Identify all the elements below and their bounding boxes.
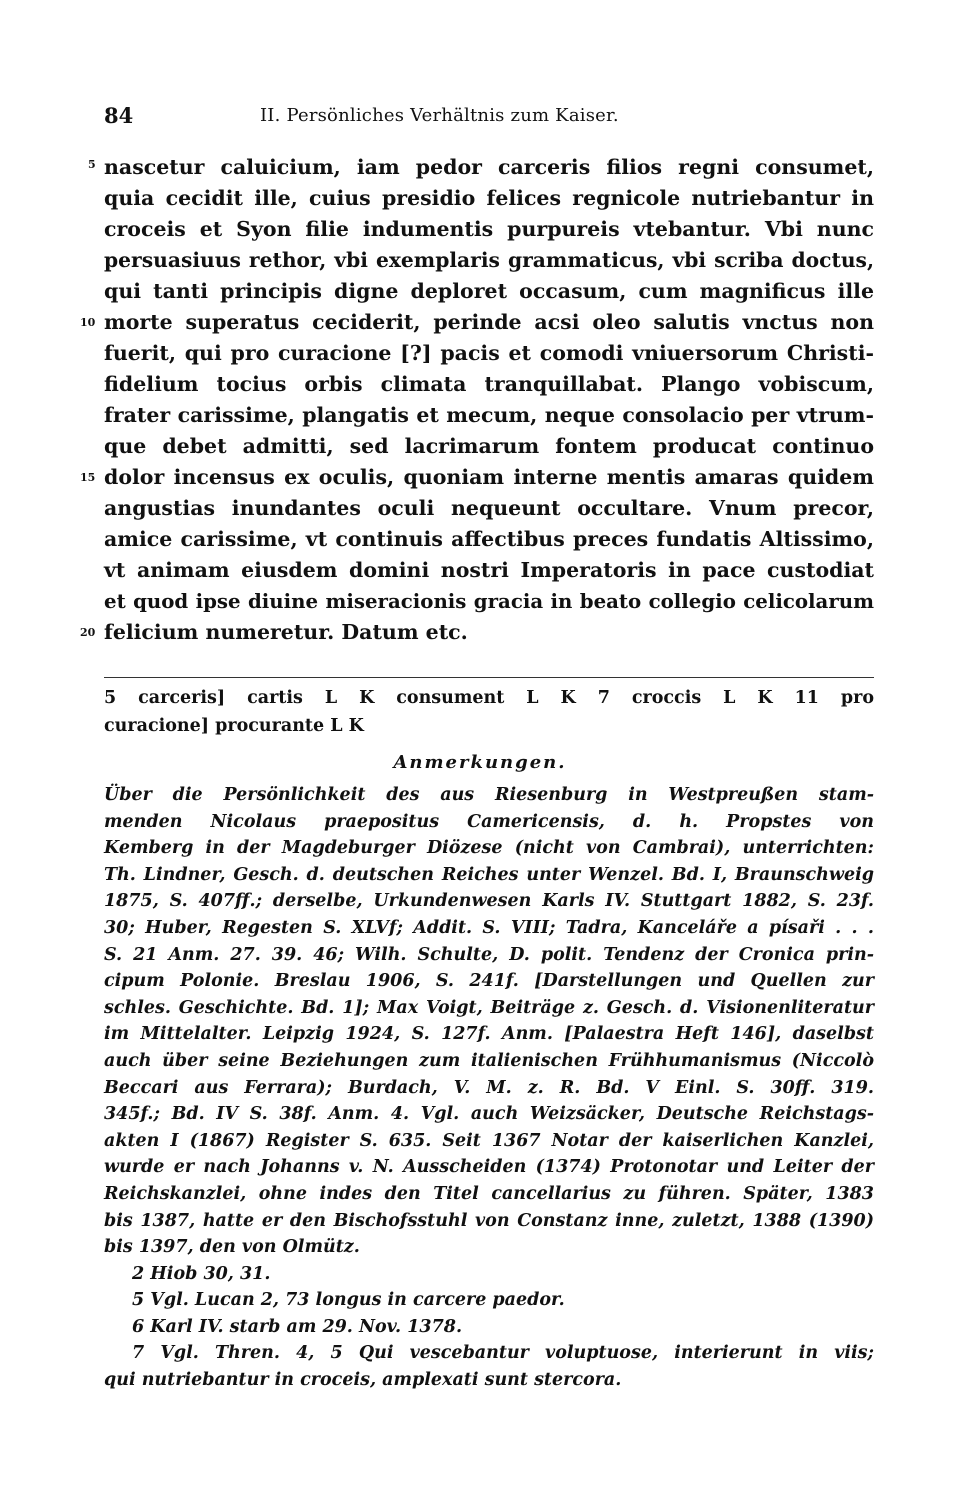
note-line: 345f.; Bd. IV S. 38f. Anm. 4. Vgl. auch Weizsäcker, Deutsche Reichstags- (104, 1104, 874, 1125)
short-note: 6 Karl IV. starb am 29. Nov. 1378. (132, 1316, 463, 1337)
note-line: Reichskanzlei, ohne indes den Titel cancellarius zu führen. Später, 1383 (104, 1183, 874, 1204)
line-number: 10 (80, 316, 96, 329)
page-number: 84 (104, 103, 134, 128)
running-head: II. Persönliches Verhältnis zum Kaiser. (260, 105, 619, 126)
note-line: bis 1387, hatte er den Bischofsstuhl von Constanz inne, zuletzt, 1388 (1390) (104, 1210, 874, 1231)
text-line (80, 617, 874, 648)
note-line: auch über seine Beziehungen zum italienischen Frühhumanismus (Niccolò (104, 1050, 874, 1071)
line-number: 20 (80, 626, 96, 639)
line-text: persuasiuus rethor, vbi exemplaris grammaticus, vbi scriba doctus, (104, 248, 874, 272)
text-line (80, 307, 874, 338)
note-line: Über die Persönlichkeit des aus Riesenburg in Westpreußen stam- (104, 785, 874, 805)
apparatus-line: 5 carceris] cartis L K consument L K 7 croccis L K 11 pro (104, 688, 874, 708)
short-note: 2 Hiob 30, 31. (132, 1263, 271, 1284)
footnote-rule (104, 677, 874, 678)
note-line: bis 1397, den von Olmütz. (104, 1237, 360, 1258)
note-line: Kemberg in der Magdeburger Diözese (nicht von Cambrai), unterrichten: (104, 838, 874, 859)
line-text: vt animam eiusdem domini nostri Imperatoris in pace custodiat (104, 558, 874, 582)
note-line: 1875, S. 407ff.; derselbe, Urkundenwesen Karls IV. Stuttgart 1882, S. 23f. (104, 891, 874, 912)
note-line: schles. Geschichte. Bd. 1]; Max Voigt, Beiträge z. Gesch. d. Visionenliteratur (104, 997, 874, 1018)
main-text (80, 152, 874, 648)
page-header (104, 103, 874, 133)
note-line: cipum Polonie. Breslau 1906, S. 241f. [Darstellungen und Quellen zur (104, 971, 874, 992)
line-text: amice carissime, vt continuis affectibus preces fundatis Altissimo, (104, 527, 874, 551)
line-text: felicium numeretur. Datum etc. (104, 620, 468, 644)
note-line: Beccari aus Ferrara); Burdach, V. M. z. R. Bd. V Einl. S. 30ff. 319. (104, 1077, 874, 1098)
line-text: que debet admitti, sed lacrimarum fontem producat continuo (104, 434, 874, 458)
note-line: Th. Lindner, Gesch. d. deutschen Reiches unter Wenzel. Bd. I, Braunschweig (104, 864, 874, 885)
text-line (104, 586, 874, 617)
text-line (104, 245, 874, 276)
note-line: wurde er nach Johanns v. N. Ausscheiden (1374) Protonotar und Leiter der (104, 1157, 874, 1178)
text-line (104, 276, 874, 307)
line-text: fidelium tocius orbis climata tranquillabat. Plango vobiscum, (104, 372, 874, 396)
note-line: akten I (1867) Register S. 635. Seit 1367 Notar der kaiserlichen Kanzlei, (104, 1130, 874, 1151)
line-text: dolor incensus ex oculis, quoniam interne mentis amaras quidem (104, 465, 874, 489)
text-line (88, 152, 874, 183)
line-text: qui tanti principis digne deploret occasum, cum magnificus ille (104, 279, 874, 303)
line-text: nascetur caluicium, iam pedor carceris filios regni consumet, (104, 155, 874, 179)
text-line (104, 183, 874, 214)
line-text: morte superatus ceciderit, perinde acsi oleo salutis vnctus non (104, 310, 874, 334)
notes-section (104, 782, 874, 1394)
notes-heading: Anmerkungen. (393, 752, 567, 773)
note-line: menden Nicolaus praepositus Camericensis, d. h. Propstes von (104, 811, 874, 832)
text-line (104, 400, 874, 431)
line-text: angustias inundantes oculi nequeunt occultare. Vnum precor, (104, 496, 874, 520)
line-text: et quod ipse diuine miseracionis gracia in beato collegio celicolarum (104, 589, 874, 613)
note-line: S. 21 Anm. 27. 39. 46; Wilh. Schulte, D. polit. Tendenz der Cronica prin- (104, 944, 874, 965)
note-line: 30; Huber, Regesten S. XLVf; Addit. S. VIII; Tadra, Kanceláře a písaři . . . (104, 917, 874, 938)
text-line (80, 462, 874, 493)
line-text: frater carissime, plangatis et mecum, neque consolacio per vtrum- (104, 403, 874, 427)
text-line (104, 338, 874, 369)
text-line (104, 555, 874, 586)
line-text: fuerit, qui pro curacione [?] pacis et comodi vniuersorum Christi- (104, 341, 874, 365)
note-final-line: qui nutriebantur in croceis, amplexati sunt stercora. (104, 1370, 622, 1391)
apparatus-line: curacione] procurante L K (104, 716, 364, 736)
critical-apparatus (104, 684, 874, 740)
text-line (104, 369, 874, 400)
note-line: im Mittelalter. Leipzig 1924, S. 127f. Anm. [Palaestra Heft 146], daselbst (104, 1024, 874, 1045)
line-number: 5 (88, 158, 96, 171)
text-line (104, 493, 874, 524)
text-line (104, 524, 874, 555)
text-line (104, 431, 874, 462)
line-text: quia cecidit ille, cuius presidio felices regnicole nutriebantur in (104, 186, 874, 210)
line-number: 15 (80, 471, 96, 484)
line-text: croceis et Syon filie indumentis purpureis vtebantur. Vbi nunc (104, 217, 874, 241)
text-line (104, 214, 874, 245)
short-note: 5 Vgl. Lucan 2, 73 longus in carcere paedor. (132, 1290, 565, 1311)
short-note: 7 Vgl. Thren. 4, 5 Qui vescebantur voluptuose, interierunt in viis; (132, 1343, 874, 1364)
